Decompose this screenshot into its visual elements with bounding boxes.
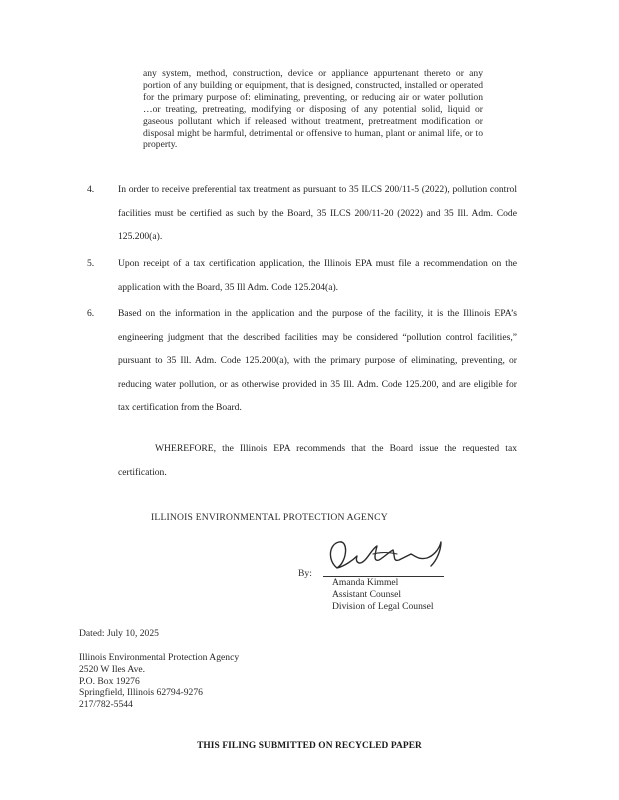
signer-name: Amanda Kimmel (332, 577, 399, 588)
item-number: 6. (87, 308, 95, 319)
item-number: 4. (87, 184, 95, 195)
address-po-box: P.O. Box 19276 (79, 675, 140, 687)
signer-block (332, 577, 434, 613)
signer-title: Assistant Counsel (332, 589, 402, 600)
signer-division: Division of Legal Counsel (332, 601, 434, 612)
by-label: By: (298, 568, 312, 579)
item-text: Based on the information in the application and the purpose of the facility, it is the Illinois EPA’s engineering judgment that the described facilities may be considered “pollution control facilities,” pursuant to 35 Ill. Adm. Code 125.200(a), with the primary purpose of eliminating, preventing, or reducing water pollution, or as otherwise provided in 35 Ill. Adm. Code 125.200, and are eligible for tax certification from the Board. (118, 308, 517, 414)
address-org: Illinois Environmental Protection Agency (79, 652, 240, 663)
address-block (79, 652, 239, 711)
item-number: 5. (87, 258, 95, 269)
block-quote: any system, method, construction, device or appliance appurtenant thereto or any portion of any building or equipment, that is designed, constructed, installed or operated for the primary purpose of: eliminating, preventing, or reducing air or water pollution …or treating, pretreating, modifying or disposing of any potential solid, liquid or gaseous pollutant which if released without treatment, pretreatment modification or disposal might be harmful, detrimental or offensive to human, plant or animal life, or to property. (143, 68, 483, 151)
address-city: Springfield, Illinois 62794-9276 (79, 687, 203, 699)
item-text: Upon receipt of a tax certification application, the Illinois EPA must file a recommendation on the application with the Board, 35 Ill Adm. Code 125.204(a). (118, 258, 517, 293)
agency-name: ILLINOIS ENVIRONMENTAL PROTECTION AGENCY (151, 512, 388, 523)
address-street: 2520 W Iles Ave. (79, 663, 146, 675)
signature-image (323, 530, 453, 580)
wherefore-paragraph: WHEREFORE, the Illinois EPA recommends that the Board issue the requested tax certification. (118, 443, 517, 478)
item-text: In order to receive preferential tax treatment as pursuant to 35 ILCS 200/11-5 (2022), pollution control facilities must be certified as such by the Board, 35 ILCS 200/11-20 (2022) and 35 Ill. Adm. Code 125.200(a). (118, 184, 517, 243)
date-line: Dated: July 10, 2025 (79, 628, 159, 639)
footer-note: THIS FILING SUBMITTED ON RECYCLED PAPER (197, 741, 422, 751)
address-phone: 217/782-5544 (79, 699, 133, 711)
